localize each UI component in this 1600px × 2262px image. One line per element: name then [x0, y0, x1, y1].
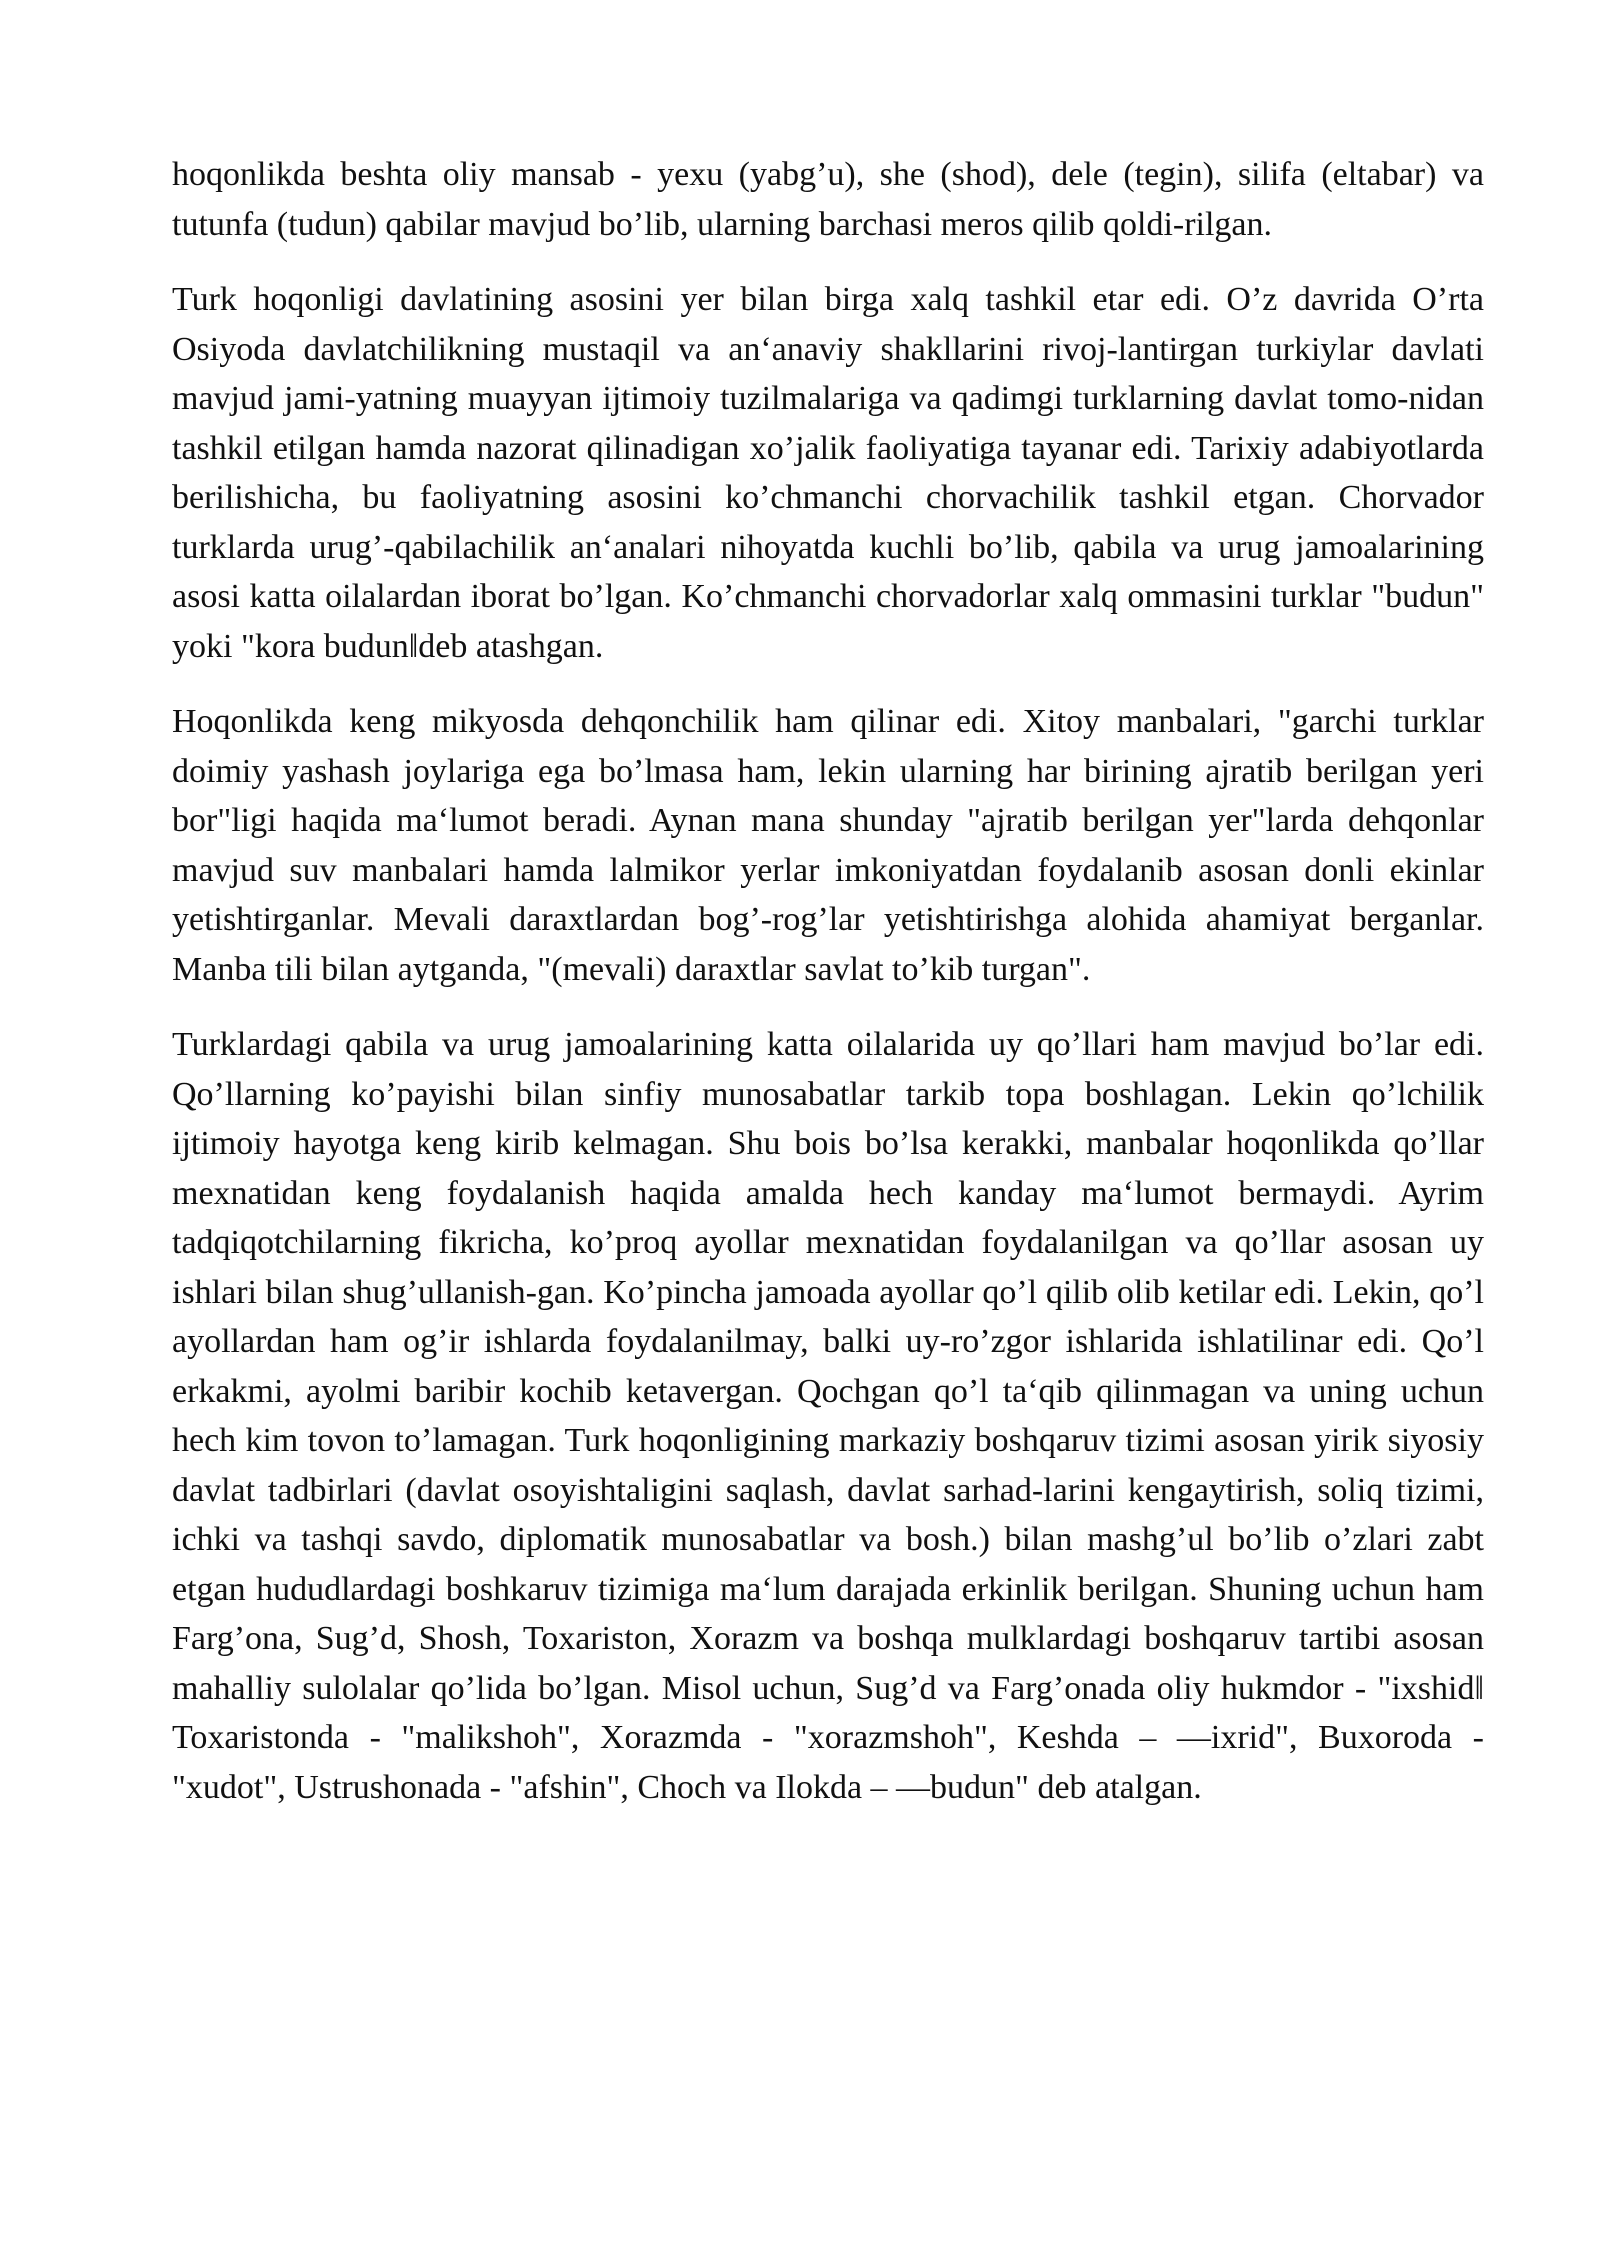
paragraph-2: Turk hoqonligi davlatining asosini yer bilan birga xalq tashkil etar edi. O’z davrida O’rta Osiyoda davlatchilikning mustaqil va an‘anaviy shakllarini rivoj-lantirgan turkiylar davlati mavjud jami-yatning muayyan ijtimoiy tuzilmalariga va qadimgi turklarning davlat tomo-nidan tashkil etilgan hamda nazorat qilinadigan xo’jalik faoliyatiga tayanar edi. Tarixiy adabiyotlarda berilishicha, bu faoliyatning asosini ko’chmanchi chorvachilik tashkil etgan. Chorvador turklarda urug’-qabilachilik an‘analari nihoyatda kuchli bo’lib, qabila va urug jamoalarining asosi katta oilalardan iborat bo’lgan. Ko’chmanchi chorvadorlar xalq ommasini turklar "budun" yoki "kora budun‖deb atashgan.	[172, 281, 1484, 665]
body-text	[172, 150, 1484, 1838]
paragraph-4: Turklardagi qabila va urug jamoalarining katta oilalarida uy qo’llari ham mavjud bo’lar edi. Qo’llarning ko’payishi bilan sinfiy munosabatlar tarkib topa boshlagan. Lekin qo’lchilik ijtimoiy hayotga keng kirib kelmagan. Shu bois bo’lsa kerakki, manbalar hoqonlikda qo’llar mexnatidan keng foydalanish haqida amalda hech kanday ma‘lumot bermaydi. Ayrim tadqiqotchilarning fikricha, ko’proq ayollar mexnatidan foydalanilgan va qo’llar asosan uy ishlari bilan shug’ullanish-gan. Ko’pincha jamoada ayollar qo’l qilib olib ketilar edi. Lekin, qo’l ayollardan ham og’ir ishlarda foydalanilmay, balki uy-ro’zgor ishlarida ishlatilinar edi. Qo’l erkakmi, ayolmi baribir kochib ketavergan. Qochgan qo’l ta‘qib qilinmagan va uning uchun hech kim tovon to’lamagan. Turk hoqonligining markaziy boshqaruv tizimi asosan yirik siyosiy davlat tadbirlari (davlat osoyishtaligini saqlash, davlat sarhad-larini kengaytirish, soliq tizimi, ichki va tashqi savdo, diplomatik munosabatlar va bosh.) bilan mashg’ul bo’lib o’zlari zabt etgan hududlardagi boshkaruv tizimiga ma‘lum darajada erkinlik berilgan. Shuning uchun ham Farg’ona, Sug’d, Shosh, Toxariston, Xorazm va boshqa mulklardagi boshqaruv tartibi asosan mahalliy sulolalar qo’lida bo’lgan. Misol uchun, Sug’d va Farg’onada oliy hukmdor - "ixshid‖ Toxaristonda - "malikshoh", Xorazmda - "xorazmshoh", Keshda – ―ixrid", Buxoroda - "xudot", Ustrushonada - "afshin", Choch va Ilokda – ―budun" deb atalgan.	[172, 1026, 1484, 1806]
paragraph-3: Hoqonlikda keng mikyosda dehqonchilik ham qilinar edi. Xitoy manbalari, "garchi turklar doimiy yashash joylariga ega bo’lmasa ham, lekin ularning har birining ajratib berilgan yeri bor"ligi haqida ma‘lumot beradi. Aynan mana shunday "ajratib berilgan yer"larda dehqonlar mavjud suv manbalari hamda lalmikor yerlar imkoniyatdan foydalanib asosan donli ekinlar yetishtirganlar. Mevali daraxtlardan bog’-rog’lar yetishtirishga alohida ahamiyat berganlar. Manba tili bilan aytganda, "(mevali) daraxtlar savlat to’kib turgan".	[172, 703, 1484, 988]
paragraph-1: hoqonlikda beshta oliy mansab - yexu (yabg’u), she (shod), dele (tegin), silifa (eltabar) va tutunfa (tudun) qabilar mavjud bo’lib, ularning barchasi meros qilib qoldi-rilgan.	[172, 156, 1484, 243]
